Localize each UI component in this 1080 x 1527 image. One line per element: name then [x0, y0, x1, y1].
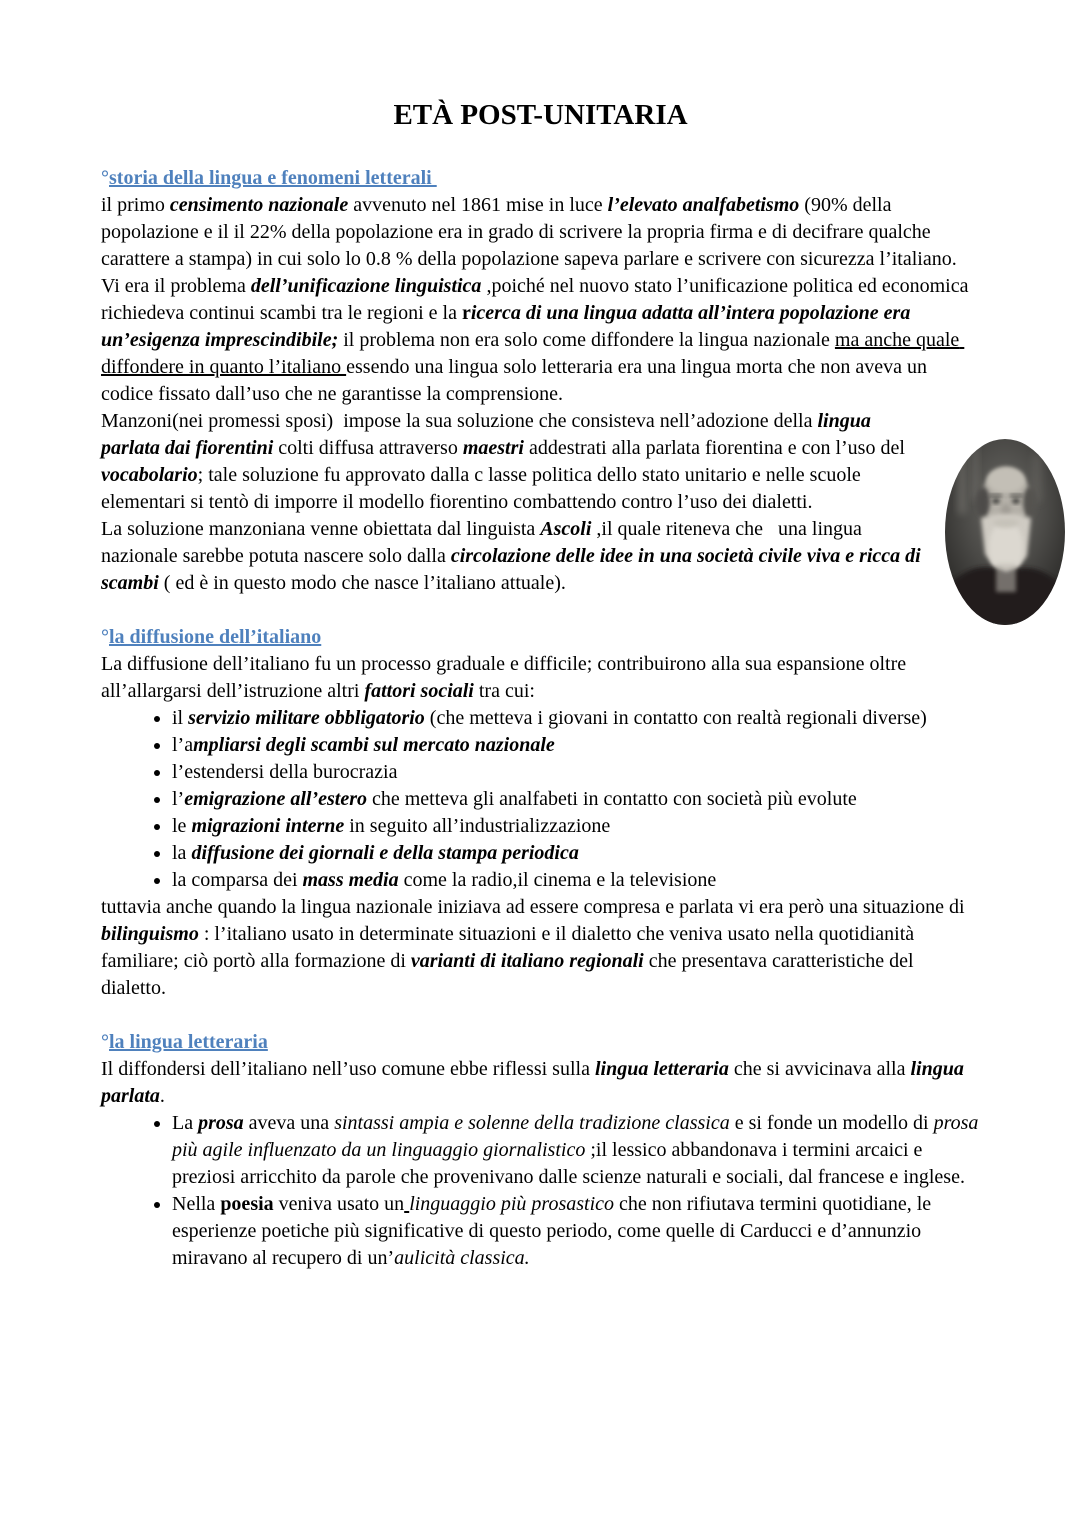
- text-run: lingua parlata dai fiorentini: [101, 410, 876, 459]
- text-run: linguaggio più prosastico: [409, 1193, 615, 1215]
- text-run: servizio militare obbligatorio: [188, 707, 425, 729]
- text-run: come la radio,il cinema e la televisione: [398, 869, 717, 891]
- text-run: (che metteva i giovani in contatto con realtà regionali diverse): [424, 707, 927, 729]
- text-run: la: [172, 842, 192, 864]
- section-diffusione-italiano: [101, 624, 980, 1002]
- portrait-photo: [944, 438, 1066, 626]
- text-run: icerca di una lingua adatta all’intera popolazione era un’esigenza imprescindibile;: [101, 302, 916, 351]
- paragraph: [101, 894, 980, 1002]
- text-run: ;il lessico abbandonava i termini arcaici e preziosi arricchito da parole che provenivano dalle scienze naturali e sociali, dal francese e inglese.: [172, 1139, 965, 1188]
- text-run: fattori sociali: [364, 680, 474, 702]
- text-run: l’elevato analfabetismo: [607, 194, 800, 216]
- text-run: poesia: [220, 1193, 274, 1215]
- list-item: [172, 840, 980, 867]
- heading-text: storia della lingua e fenomeni letterali: [109, 167, 437, 189]
- heading-text: la lingua letteraria: [109, 1031, 268, 1053]
- list-item: [172, 1110, 984, 1191]
- text-run: Vi era il problema: [101, 275, 251, 297]
- paragraph: [101, 192, 980, 273]
- bullet-list: [101, 705, 980, 894]
- text-run: l’: [172, 788, 185, 810]
- text-run: maestri: [462, 437, 524, 459]
- text-run: sintassi ampia e solenne della tradizione classica: [334, 1112, 730, 1134]
- text-run: bilinguismo: [101, 923, 199, 945]
- text-run: La soluzione manzoniana venne obiettata dal linguista: [101, 518, 541, 540]
- section-storia-della-lingua: [101, 165, 980, 597]
- degree-mark: °: [101, 1031, 109, 1053]
- text-run: Ascoli: [540, 518, 592, 540]
- text-run: prosa: [198, 1112, 244, 1134]
- text-run: e si fonde un modello di: [729, 1112, 934, 1134]
- text-run: diffusione dei giornali e della stampa periodica: [191, 842, 579, 864]
- text-run: aulicità classica.: [394, 1247, 530, 1269]
- text-run: addestrati alla parlata fiorentina e con l’uso del: [523, 437, 910, 459]
- text-run: lingua parlata: [101, 1058, 969, 1107]
- text-run: l’a: [172, 734, 194, 756]
- text-run: tra cui:: [473, 680, 535, 702]
- text-run: le: [172, 815, 192, 837]
- text-run: il: [172, 707, 189, 729]
- text-run: (90% della popolazione e il il 22% della popolazione era in grado di scrivere la propria firma e di decifrare qualche carattere a stampa) in cui solo lo 0.8 % della popolazione sapeva parlare e scrivere con sicurezza l’italiano.: [101, 194, 957, 270]
- text-run: veniva usato un: [273, 1193, 405, 1215]
- degree-mark: °: [101, 626, 109, 648]
- list-item: [172, 1191, 980, 1272]
- heading-text: la diffusione dell’italiano: [109, 626, 322, 648]
- text-run: mass media: [302, 869, 399, 891]
- text-run: avvenuto nel 1861 mise in luce: [348, 194, 608, 216]
- section-heading-storia-della-lingua: [101, 165, 980, 192]
- section-heading-lingua-letteraria: [101, 1029, 980, 1056]
- bearded-man-portrait-image: [944, 438, 1066, 626]
- list-item: [172, 732, 980, 759]
- text-run: in seguito all’industrializzazione: [344, 815, 611, 837]
- paragraph: [101, 1056, 980, 1110]
- document-sections: [101, 165, 984, 1272]
- text-run: Il diffondersi dell’italiano nell’uso comune ebbe riflessi sulla: [101, 1058, 595, 1080]
- text-run: ,poiché nel nuovo stato l’unificazione politica ed economica richiedeva continui scambi tra le regioni e la: [101, 275, 974, 324]
- text-run: che metteva gli analfabeti in contatto con società più evolute: [366, 788, 857, 810]
- paragraph: [101, 516, 980, 597]
- text-run: emigrazione all’estero: [184, 788, 367, 810]
- paragraph: [101, 408, 980, 516]
- text-run: ; tale soluzione fu approvato dalla c lasse politica dello stato unitario e nelle scuole elementari si tentò di imporre il modello fiorentino combattendo contro l’uso dei dialetti.: [101, 464, 866, 513]
- text-run: aveva una: [243, 1112, 335, 1134]
- text-run: .: [159, 1085, 165, 1107]
- list-item: [172, 759, 980, 786]
- text-run: prosa più agile influenzato da un linguaggio giornalistico: [172, 1112, 984, 1161]
- text-run: ma anche quale diffondere in quanto l’italiano: [101, 329, 965, 378]
- text-run: r: [461, 302, 471, 324]
- text-run: Manzoni(nei promessi sposi) impose la sua soluzione che consisteva nell’adozione della: [101, 410, 818, 432]
- text-run: l’estendersi della burocrazia: [172, 761, 398, 783]
- list-item: [172, 786, 980, 813]
- section-heading-diffusione-italiano: [101, 624, 980, 651]
- text-run: che presentava caratteristiche del dialetto.: [101, 950, 919, 999]
- text-run: tuttavia anche quando la lingua nazionale iniziava ad essere compresa e parlata vi era però una situazione di: [101, 896, 970, 918]
- paragraph: [101, 651, 980, 705]
- text-run: mpliarsi degli scambi sul mercato nazionale: [193, 734, 555, 756]
- text-run: La: [172, 1112, 199, 1134]
- text-run: : l’italiano usato in determinate situazioni e il dialetto che veniva usato nella quotidianità familiare; ciò portò alla formazione di: [101, 923, 920, 972]
- text-run: circolazione delle idee in una società civile viva e ricca di scambi: [101, 545, 926, 594]
- text-run: ,il quale riteneva che una lingua nazionale sarebbe potuta nascere solo dalla: [101, 518, 867, 567]
- list-item: [172, 813, 980, 840]
- text-run: La diffusione dell’italiano fu un processo graduale e difficile; contribuirono alla sua espansione oltre all’allargarsi dell’istruzione altri: [101, 653, 912, 702]
- text-run: che si avvicinava alla: [728, 1058, 911, 1080]
- text-run: il problema non era solo come diffondere la lingua nazionale: [338, 329, 835, 351]
- text-run: vocabolario: [101, 464, 198, 486]
- text-run: censimento nazionale: [169, 194, 349, 216]
- text-run: ( ed è in questo modo che nasce l’italiano attuale).: [158, 572, 566, 594]
- text-run: migrazioni interne: [191, 815, 345, 837]
- text-run: lingua letteraria: [594, 1058, 729, 1080]
- list-item: [172, 867, 980, 894]
- text-run: essendo una lingua solo letteraria era una lingua morta che non aveva un codice fissato dall’uso che ne garantisse la comprensione.: [101, 356, 933, 405]
- page-title: ETÀ POST-UNITARIA: [393, 99, 688, 131]
- text-run: varianti di italiano regionali: [410, 950, 644, 972]
- text-run: il primo: [101, 194, 170, 216]
- degree-mark: °: [101, 167, 109, 189]
- text-run: Nella: [172, 1193, 221, 1215]
- bullet-list: [101, 1110, 984, 1272]
- section-lingua-letteraria: [101, 1029, 984, 1272]
- list-item: [172, 705, 980, 732]
- text-run: colti diffusa attraverso: [273, 437, 463, 459]
- text-run: la comparsa dei: [172, 869, 303, 891]
- paragraph: [101, 273, 980, 408]
- text-run: dell’unificazione linguistica: [250, 275, 482, 297]
- text-run: che non rifiutava termini quotidiane, le esperienze poetiche più significative di questo periodo, come quelle di Carducci e d’annunzio miravano al recupero di un’: [172, 1193, 937, 1269]
